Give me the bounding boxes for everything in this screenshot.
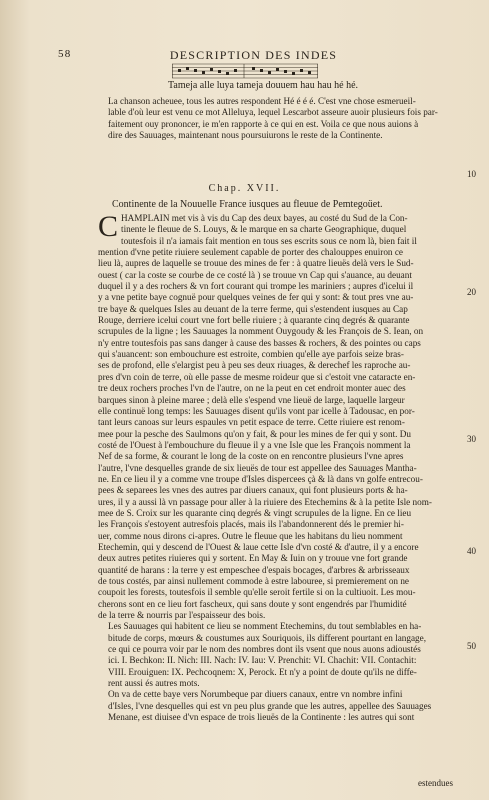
text-line: VIII. Erouiguen: IX. Pechcoqnem: X, Perock. Et n'y a point de doute qu'ils ne diffe- [108, 666, 417, 677]
margin-number: 40 [467, 546, 476, 556]
text-line: tant leurs canoas sur leurs espaules vn petit espace de terre. Cette riuiere est renom- [98, 417, 405, 428]
text-line: tre baye & quelques Isles au deuant de la terre ferme, qui s'estendent iusques au Cap [98, 303, 408, 314]
running-header [58, 48, 429, 63]
text-line: toutesfois il n'a iamais fait mention en tous ses escrits sous ce nom là, bien fait il [121, 235, 417, 246]
text-line: HAMPLAIN met vis à vis du Cap des deux bayes, au costé du Sud de la Con- [121, 213, 408, 223]
text-line: quantité de harans : la terre y est empeschee d'espais bocages, d'arbres & arbrisseaux [98, 564, 410, 575]
text-line: Nef de sa forme, & courant le long de la coste on en rencontre plusieurs l'vne apres [98, 451, 404, 462]
text-line: On va de cette baye vers Norumbeque par diuers canaux, entre vn nombre infini [108, 689, 403, 700]
text-line: qui s'auancent: son embouchure est estroite, combien qu'elle aye parfois seize bras- [98, 349, 404, 360]
page-number: 58 [58, 48, 72, 60]
margin-number: 30 [467, 434, 476, 444]
text-line: La chanson acheuee, tous les autres respondent Hé é é é. C'est vne chose esmerueil- [108, 96, 416, 106]
text-line: uer, comme nous dirons ci-apres. Outre le fleuue que les habitans du lieu nomment [98, 530, 403, 541]
text-line: tre deux rochers proches l'vn de l'autre, on ne la peut en cet endroit monter auec des [98, 383, 406, 394]
chapter-subtitle: Continente de la Nouuelle France iusques au fleuue de Pemtegoüet. [112, 199, 383, 210]
text-line: barques sinon à pleine maree ; delà elle s'espend vne lieuë de large, laquelle largeur [98, 394, 405, 405]
text-line: tinente le fleuue de S. Louys, & le marque en sa charte Geographique, duquel [121, 224, 407, 235]
text-line: de tous costés, par ainsi nullement commode à estre labouree, si premierement on ne [98, 576, 409, 586]
margin-number: 10 [467, 169, 476, 179]
text-line: costé de l'Ouest à l'embouchure du fleuue il y a vne Isle que les François nomment la [98, 439, 411, 450]
margin-number: 20 [467, 287, 476, 297]
catchword: estendues [418, 778, 453, 788]
text-line: Etechemin, qui y descend de l'Ouest & laue cette Isle d'vn costé & d'autre, il y a encore [98, 541, 419, 552]
drop-cap: C [98, 210, 119, 243]
text-line: mee pour la pesche des Saulmons qu'on y fait, & pour les mines de fer qui y sont. Du [98, 428, 411, 439]
text-line: ouest ( car la coste se courbe de ce costé là ) se trouue vn Cap qui s'auance, au deuant [98, 269, 412, 280]
text-line: bitude de corps, mœurs & coustumes aux Souriquois, ils different pourtant en langage, [108, 632, 427, 643]
text-line: faitement ouy prononcer, ie m'en rapporte à ce qui en est. Voila ce que nous auions à [108, 118, 419, 129]
text-line: duquel il y a des rochers & vn fort courant qui trompe les mariniers ; aupres d'icelui il [98, 281, 414, 292]
text-line: mee de S. Croix sur les quarante cinq degrés & vingt scrupules de la ligne. En ce lieu [98, 507, 412, 518]
text-line: pees & separees les vnes des autres par diuers canaux, qui font plusieurs ports & ha- [98, 485, 408, 496]
text-line: ses de profond, elle s'elargist peu à peu ses deux riuages, & derechef les raproche au- [98, 360, 411, 371]
text-line: Rouge, derriere icelui court vne fort belle riuiere ; à quarante cinq degrés & quarante [98, 315, 410, 326]
margin-number: 50 [467, 641, 476, 651]
text-line: n'y entre toutesfois pas sans danger à cause des basses & rochers, & des pointes ou caps [98, 337, 421, 348]
intro-paragraph [98, 96, 474, 141]
text-line: lable d'où leur est venu ce mot Alleluya, lequel Lescarbot asseure auoir plusieurs fois par- [108, 107, 438, 118]
music-staff [172, 62, 318, 79]
text-line: ici. I. Bechkon: II. Nich: III. Nach: IV. Iau: V. Prenchit: VI. Chachit: VII. Contachit: [108, 655, 417, 666]
text-line: pres d'vn coin de terre, où elle passe de mesme roideur que si c'estoit vne cataracte en- [98, 371, 416, 382]
text-line: ures, il y a aussi là vn passage pour aller à la riuiere des Etechemins & à la petite Isle nom- [98, 496, 432, 507]
text-line: Menane, est diuisee d'vn espace de trois lieuës de la Continente : les autres qui sont [108, 712, 415, 723]
text-line: cherons sont en ce lieu fort fascheux, qui sans doute y sont engendrés par l'humidité [98, 598, 407, 609]
text-line: Les Sauuages qui habitent ce lieu se nomment Etechemins, du tout semblables en ha- [108, 621, 422, 632]
text-line: rent aussi és autres mots. [108, 678, 200, 689]
text-line: y a vne petite baye cognuë pour quelques veines de fer qui y sont: & tout pres vne au- [98, 292, 414, 303]
text-line: coupoit les forests, toutesfois il semble qu'elle seroit fertile si on la cultiuoit. Les mou- [98, 587, 416, 598]
text-line: lieu là, aupres de laquelle se trouue des mines de fer : à quatre lieuës delà vers le Sud- [98, 258, 414, 269]
text-line: ne. En ce lieu il y a comme vne troupe d'Isles dispercees çà & là dans vn golfe entrecou- [98, 473, 423, 484]
main-text [98, 210, 474, 723]
song-lyric: Tameja alle luya tameja douuem hau hau hé hé. [168, 80, 359, 91]
text-line: d'Isles, l'vne desquelles qui est vn peu plus grande que les autres, appellee des Sauuages [108, 700, 432, 711]
text-line: dire des Sauuages, maintenant nous poursuiurons le reste de la Continente. [108, 130, 383, 141]
text-line: ce qui ce pourra voir par le nom des nombres dont ils vsent que nous auons adioustés [108, 644, 421, 655]
text-line: deux autres petites riuieres qui y sortent. En May & Iuin on y trouue vne fort grande [98, 553, 408, 564]
text-line: mention d'vne petite riuiere seulement capable de porter des chalouppes enuiron ce [98, 247, 403, 258]
running-title: DESCRIPTION DES INDES [169, 48, 338, 62]
text-line: scrupules de la ligne ; les Sauuages la nomment Ouygoudy & les François de S. Iean, on [98, 326, 424, 337]
text-line: elle continuë long temps: les Sauuages disent qu'ils vont par icelle à Tadousac, en por- [98, 405, 415, 416]
chapter-heading: Chap. XVII. [208, 183, 281, 194]
text-line: les François s'estoyent autresfois placés, mais ils l'abandonnerent dés le premier hi- [98, 519, 404, 530]
text-line: l'autre, l'vne desquelles grande de six lieuës de tour est appellee des Sauuages Mantha- [98, 462, 417, 473]
text-line: de la terre & nourris par l'espaisseur des bois. [98, 610, 266, 621]
